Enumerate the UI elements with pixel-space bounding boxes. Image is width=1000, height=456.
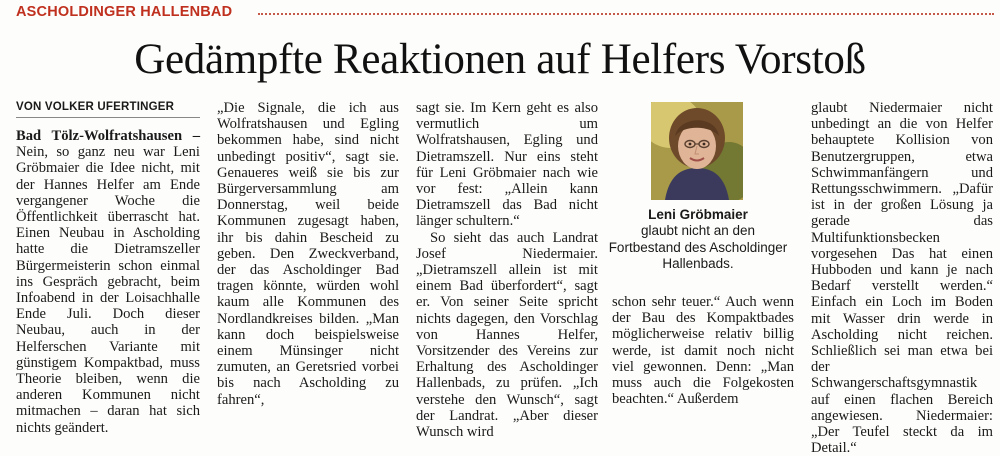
- lead-paragraph: [16, 128, 200, 436]
- portrait-photo: [651, 102, 743, 200]
- article-column-5: [811, 100, 993, 456]
- article-column-2: [217, 100, 399, 408]
- column-2-text: „Die Signale, die ich aus Wolfratshausen und Egling bekommen habe, sind nicht unbedingt positiv“, sagt sie. Genaueres weiß sie bis zur Bürgerversammlung am Donnerstag, weil beide Kommunen zugesagt haben, ihr bis dahin Bescheid zu geben. Den Zweckverband, der das Ascholdinger Bad tragen könnte, würden wohl kaum alle Kommunen des Nordlandkreises bilden. „Man kann doch beispielsweise einem Münsinger nicht zumuten, an Geretsried vorbei bis nach Ascholding zu fahren“,: [217, 100, 399, 408]
- photo-caption: [606, 207, 790, 273]
- article-column-1: [16, 100, 200, 436]
- column-1-text: Nein, so ganz neu war Leni Gröbmaier die Idee nicht, mit der Hannes Helfer am Ende vergangener Woche die Öffentlichkeit überrascht hat. Einen Neubau in Ascholding hatte die Dietramszeller Bürgermeisterin schon einmal ins Gespräch gebracht, beim Infoabend in der Loisachhalle Ende Juli. Doch dieser Neubau, auch in der Helferschen Variante mit günstigem Kompaktbad, muss Theorie bleiben, wenn die anderen Kommunen nicht mitmachen – daran hat sich nichts geändert.: [16, 144, 200, 436]
- column-3-text-b: So sieht das auch Landrat Josef Niedermaier. „Dietramszell allein ist mit einem Bad überfordert“, sagt er. Von seiner Seite spricht nichts dagegen, den Vorschlag von Hannes Helfer, Vorsitzender des Vereins zur Erhaltung des Ascholdinger Hallenbads, zu prüfen. „Ich verstehe den Wunsch“, sagt der Landrat. „Aber dieser Wunsch wird: [416, 229, 598, 441]
- caption-text: glaubt nicht an den Fortbestand des Ascholdinger Hallenbads.: [608, 223, 788, 272]
- byline: VON VOLKER UFERTINGER: [16, 100, 200, 118]
- column-3-text-a: sagt sie. Im Kern geht es also vermutlich um Wolfratshausen, Egling und Dietramszell. Nur eins steht für Leni Gröbmaier nach wie vor fest: „Allein kann Dietramszell das Bad nicht länger schultern.“: [416, 100, 598, 230]
- column-4-text: schon sehr teuer.“ Auch wenn der Bau des Kompaktbades möglicherweise relativ billig werde, ist damit noch nicht viel gewonnen. Denn: „Man muss auch die Folgekosten beachten.“ Außerdem: [612, 294, 794, 408]
- dateline: Bad Tölz-Wolfratshausen –: [16, 128, 200, 144]
- column-5-text: glaubt Niedermaier nicht unbedingt an die von Helfer behauptete Kollision von Benutzergruppen, etwa Schwimmanfängern und Rettungsschwimmern. „Dafür ist in der großen Lösung ja gerade das Multifunktionsbecken vorgesehen Das hat einen Hubboden und kann je nach Bedarf verstellt werden.“ Einfach ein Loch im Boden mit Wasser drin werde in Ascholding nicht reichen. Schließlich sei man etwa bei der Schwangerschaftsgymnastik auf einen flachen Bereich angewiesen. Niedermaier: „Der Teufel steckt da im Detail.“: [811, 100, 993, 456]
- caption-name: Leni Gröbmaier: [648, 207, 748, 222]
- article-column-4: [612, 294, 794, 407]
- article-column-3: [416, 100, 598, 440]
- portrait-image: [651, 102, 743, 200]
- article-headline: Gedämpfte Reaktionen auf Helfers Vorstoß: [134, 36, 866, 83]
- kicker-dotted-rule: [258, 13, 994, 15]
- section-kicker: ASCHOLDINGER HALLENBAD: [16, 4, 233, 20]
